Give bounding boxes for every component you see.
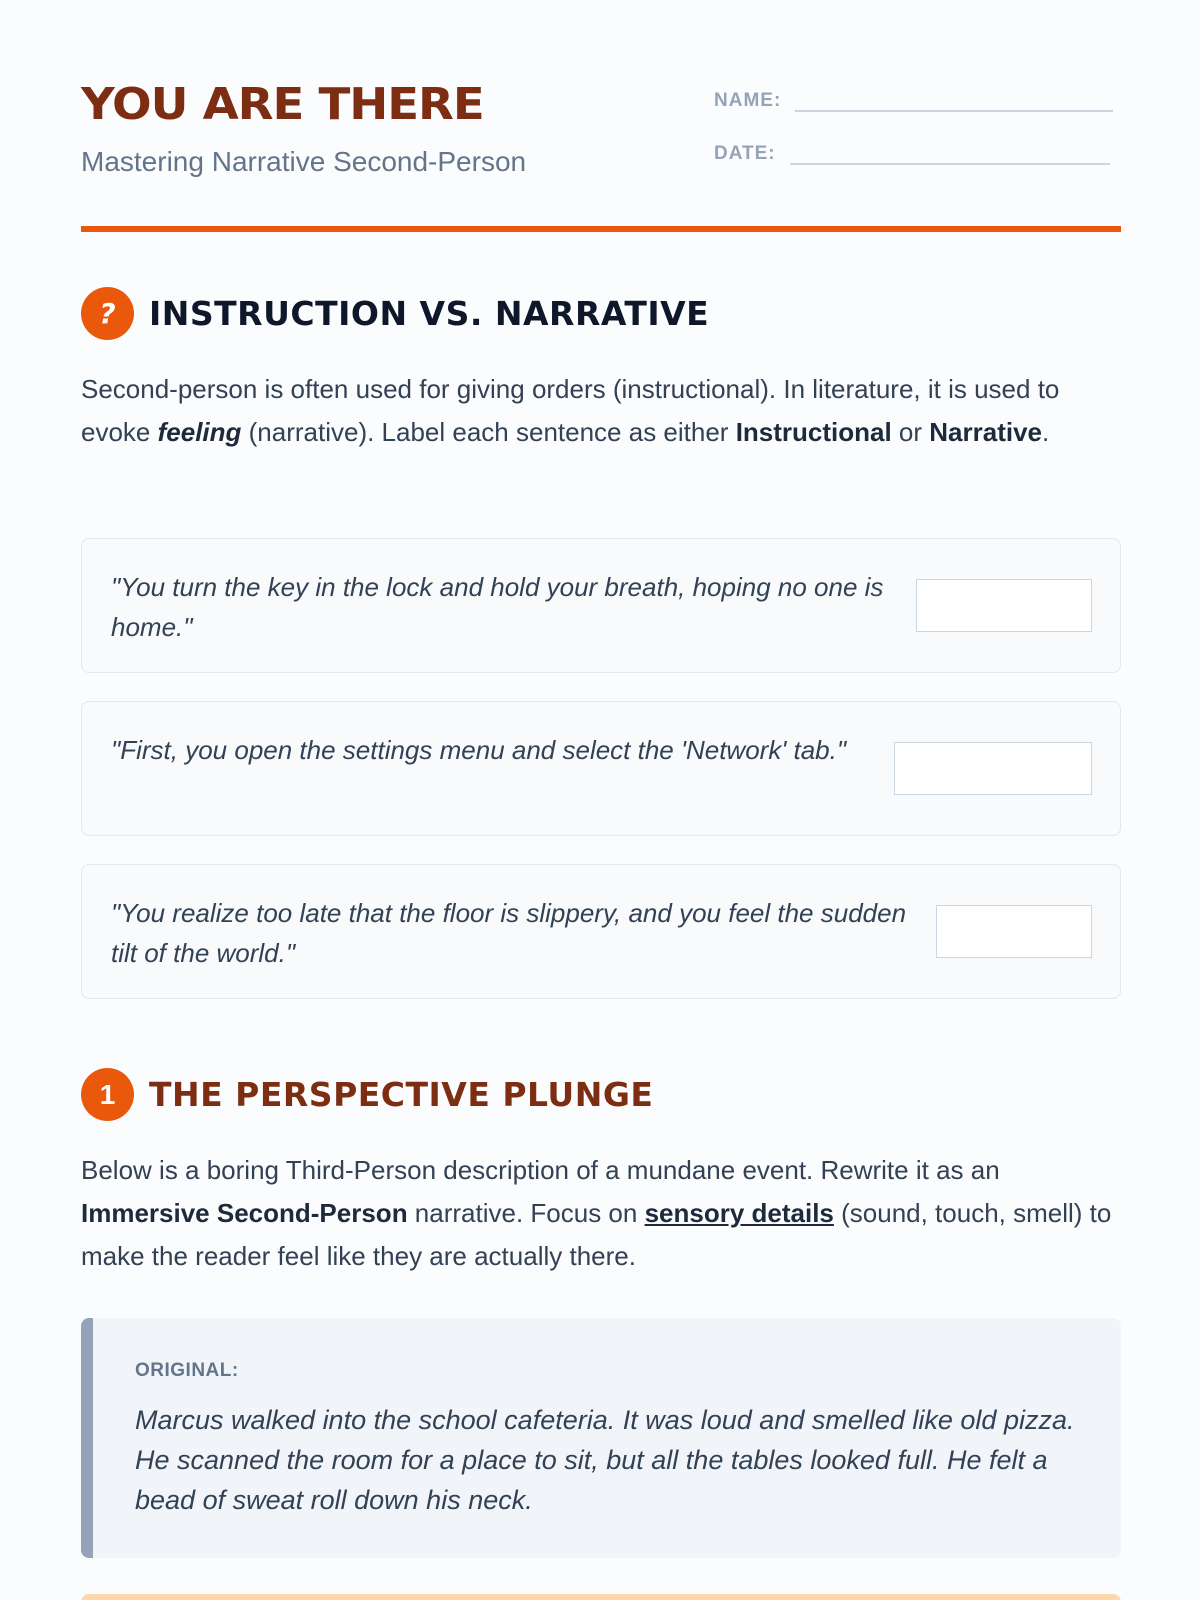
- example-sentence: "You turn the key in the lock and hold your breath, hoping no one is home.": [111, 572, 884, 642]
- name-label: NAME:: [714, 90, 782, 111]
- term-narrative: Narrative: [929, 417, 1043, 447]
- instruction-text: (narrative). Label each sentence as either: [241, 417, 736, 447]
- section-instructions: [81, 1149, 1121, 1278]
- instruction-text: (sound, touch, smell) to make the reader feel like they are actually there.: [81, 1198, 1112, 1271]
- original-label: ORIGINAL:: [135, 1360, 239, 1381]
- instruction-text: or: [891, 417, 930, 447]
- worksheet-title: YOU ARE THERE: [81, 79, 484, 130]
- emphasis-feeling: feeling: [157, 417, 242, 447]
- date-label: DATE:: [714, 143, 776, 164]
- term-immersive: Immersive Second-Person: [81, 1198, 408, 1228]
- instruction-text: Second-person is often used for giving orders (instructional). In literature, it is used to evoke: [81, 374, 1060, 447]
- date-input-line[interactable]: [790, 141, 1110, 165]
- term-instructional: Instructional: [735, 417, 892, 447]
- answer-box[interactable]: [916, 579, 1092, 632]
- instruction-text: narrative. Focus on: [407, 1198, 645, 1228]
- instruction-text: .: [1042, 417, 1050, 447]
- question-icon: ?: [81, 287, 134, 340]
- original-passage-box: [81, 1318, 1121, 1558]
- worksheet-subtitle: Mastering Narrative Second-Person: [81, 146, 527, 177]
- original-passage: Marcus walked into the school cafeteria. It was loud and smelled like old pizza. He scanned the room for a place to sit, but all the tables looked full. He felt a bead of sweat roll down his neck.: [135, 1405, 1075, 1515]
- section-perspective-plunge-heading: [81, 1068, 653, 1121]
- next-section-box: [81, 1594, 1121, 1600]
- name-field: [714, 88, 1113, 112]
- section-title: INSTRUCTION VS. NARRATIVE: [149, 294, 710, 333]
- date-field: [714, 141, 1110, 165]
- example-card: [81, 701, 1121, 836]
- header-divider: [81, 226, 1121, 232]
- name-input-line[interactable]: [795, 88, 1113, 112]
- instruction-text: Below is a boring Third-Person description of a mundane event. Rewrite it as an: [81, 1155, 1000, 1185]
- step-number-badge: 1: [81, 1068, 134, 1121]
- answer-box[interactable]: [936, 905, 1092, 958]
- example-sentence: "First, you open the settings menu and select the 'Network' tab.": [111, 735, 847, 765]
- example-sentence: "You realize too late that the floor is slippery, and you feel the sudden tilt of the world.": [111, 898, 907, 968]
- section-instructions: [81, 368, 1121, 454]
- section-title: THE PERSPECTIVE PLUNGE: [149, 1075, 654, 1114]
- example-card: [81, 864, 1121, 999]
- section-instruction-vs-narrative-heading: [81, 287, 709, 340]
- answer-box[interactable]: [894, 742, 1092, 795]
- worksheet-header: [81, 80, 1121, 236]
- example-card: [81, 538, 1121, 673]
- term-sensory-details: sensory details: [644, 1198, 834, 1228]
